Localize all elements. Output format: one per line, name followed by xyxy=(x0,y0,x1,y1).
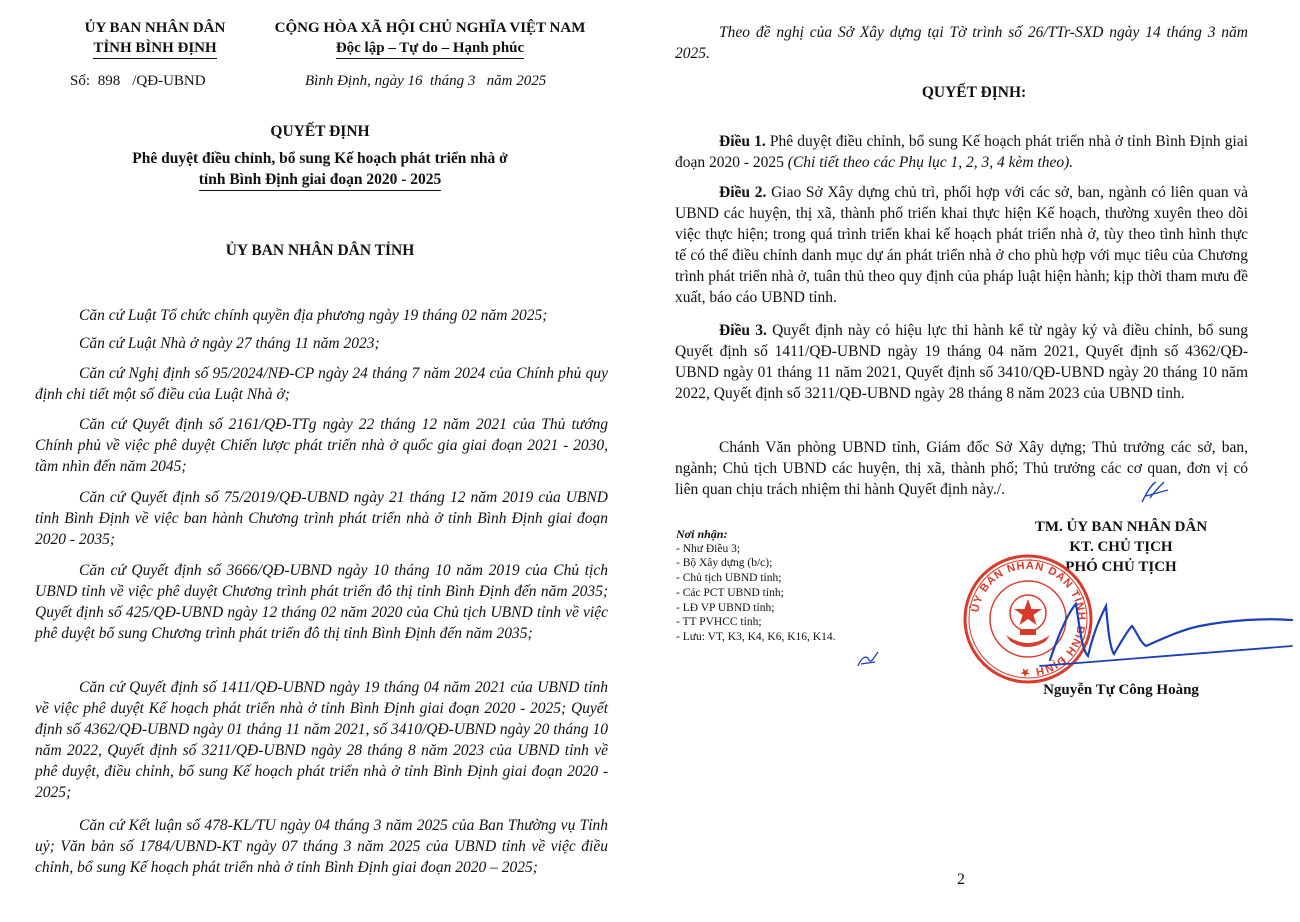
recipient-item: - LĐ VP UBND tỉnh; xyxy=(676,601,775,614)
recipient-item: - Bộ Xây dựng (b/c); xyxy=(676,557,773,570)
recipients xyxy=(676,527,916,645)
recipient-item: - Chủ tịch UBND tỉnh; xyxy=(676,572,782,585)
recipient-item: - Các PCT UBND tỉnh; xyxy=(676,586,784,599)
basis-paragraph: Căn cứ Quyết định số 2161/QĐ-TTg ngày 22 tháng 12 năm 2021 của Thủ tướng Chính phủ về việc phê duyệt Chiến lược phát triển nhà ở quốc gia giai đoạn 2021 - 2030, tầm nhìn đến năm 2045; xyxy=(35,416,608,475)
article-1-note: (Chi tiết theo các Phụ lục 1, 2, 3, 4 kèm theo). xyxy=(787,154,1074,171)
subject-line2: tỉnh Bình Định giai đoạn 2020 - 2025 xyxy=(199,169,441,191)
issuing-org xyxy=(50,18,260,59)
number-value: 898 xyxy=(97,73,121,89)
signature-line3: PHÓ CHỦ TỊCH xyxy=(1065,559,1177,575)
article-3-text: Quyết định này có hiệu lực thi hành kể từ ngày ký và điều chỉnh, bổ sung Quyết định số 1411/QĐ-UBND ngày 19 tháng 04 năm 2021, Quyết định số 4362/QĐ-UBND ngày 01 tháng 11 năm 2021, Quyết định số 3410/QĐ-UBND ngày 20 tháng 10 năm 2022, Quyết định số 3211/QĐ-UBND ngày 28 tháng 8 năm 2023 của UBND tỉnh. xyxy=(675,322,1249,402)
initial-mark xyxy=(1138,478,1174,508)
document-number xyxy=(70,71,206,92)
basis-paragraph: Căn cứ Quyết định số 3666/QĐ-UBND ngày 10 tháng 10 năm 2019 của Chủ tịch UBND tỉnh về việc phê duyệt Chương trình phát triển đô thị tỉnh Bình Định đến năm 2035; Quyết định số 425/QĐ-UBND ngày 12 tháng 02 năm 2020 của Chủ tịch UBND tỉnh về việc phê duyệt bổ sung Chương trình phát triển đô thị tỉnh Bình Định đến năm 2035; xyxy=(35,562,608,642)
article-1-text: Phê duyệt điều chỉnh, bổ sung Kế hoạch phát triển nhà ở tỉnh Bình Định giai đoạn 2020 - 2025 xyxy=(675,133,1249,171)
org-name-line2: TỈNH BÌNH ĐỊNH xyxy=(93,38,216,59)
recipient-item: - Lưu: VT, K3, K4, K6, K16, K14. xyxy=(676,630,836,643)
basis-paragraph: Căn cứ Nghị định số 95/2024/NĐ-CP ngày 24 tháng 7 năm 2024 của Chính phủ quy định chi tiết một số điều của Luật Nhà ở; xyxy=(35,365,608,403)
nation-line2: Độc lập – Tự do – Hạnh phúc xyxy=(336,38,524,59)
recipient-item: - TT PVHCC tỉnh; xyxy=(676,616,762,629)
recipients-label: Nơi nhận: xyxy=(676,527,728,541)
authority-heading: ỦY BAN NHÂN DÂN TỈNH xyxy=(225,242,415,259)
doc-subject xyxy=(60,148,580,191)
doc-title: QUYẾT ĐỊNH xyxy=(270,123,370,140)
national-motto xyxy=(255,18,605,59)
recipient-item: - Như Điều 3; xyxy=(676,542,741,555)
initial-mark xyxy=(855,648,881,670)
signer-name: Nguyễn Tự Công Hoàng xyxy=(1043,682,1199,698)
basis-paragraph: Căn cứ Luật Tổ chức chính quyền địa phương ngày 19 tháng 02 năm 2025; xyxy=(79,307,548,324)
article-2-text: Giao Sở Xây dựng chủ trì, phối hợp với các sở, ban, ngành có liên quan và UBND các huyện, thị xã, thành phố triển khai thực hiện Kế hoạch, thường xuyên theo dõi việc thực hiện; trong quá trình triển khai kế hoạch phát triển nhà ở, tùy theo tình hình thực tế có thể điều chỉnh danh mục dự án phát triển nhà ở cho phù hợp với mục tiêu của Chương trình phát triển nhà ở, tuân thủ theo quy định của pháp luật hiện hành; kịp thời tham mưu đề xuất, báo cáo UBND tỉnh. xyxy=(675,184,1248,306)
article-2 xyxy=(675,182,1248,308)
place-date: Bình Định, ngày 16 tháng 3 năm 2025 xyxy=(305,73,547,89)
article-1 xyxy=(675,131,1248,173)
svg-text:ỦY BAN NHÂN DÂN TỈNH BÌNH ĐỊNH: ỦY BAN NHÂN DÂN TỈNH BÌNH ĐỊNH ★ xyxy=(969,559,1088,679)
page-number: 2 xyxy=(957,871,965,888)
proposal-paragraph: Theo đề nghị của Sở Xây dựng tại Tờ trình số 26/TTr-SXD ngày 14 tháng 3 năm 2025. xyxy=(675,24,1248,62)
org-name-line1: ỦY BAN NHÂN DÂN xyxy=(84,20,226,36)
article-2-label: Điều 2. xyxy=(719,184,767,201)
signature-line1: TM. ỦY BAN NHÂN DÂN xyxy=(1034,519,1208,535)
nation-line1: CỘNG HÒA XÃ HỘI CHỦ NGHĨA VIỆT NAM xyxy=(274,20,586,36)
signature-line2: KT. CHỦ TỊCH xyxy=(1069,539,1173,555)
number-label: Số: xyxy=(70,73,91,89)
decision-heading: QUYẾT ĐỊNH: xyxy=(921,84,1027,101)
closing-paragraph: Chánh Văn phòng UBND tỉnh, Giám đốc Sở Xây dựng; Thủ trưởng các sở, ban, ngành; Chủ tịch UBND các huyện, thị xã, thành phố; Thủ trưởng các cơ quan, đơn vị có liên quan chịu trách nhiệm thi hành Quyết định này./. xyxy=(675,439,1248,498)
subject-line1: Phê duyệt điều chỉnh, bổ sung Kế hoạch phát triển nhà ở xyxy=(132,150,508,167)
article-3-label: Điều 3. xyxy=(719,322,767,339)
basis-paragraph: Căn cứ Luật Nhà ở ngày 27 tháng 11 năm 2023; xyxy=(79,335,380,352)
basis-paragraph: Căn cứ Quyết định số 1411/QĐ-UBND ngày 19 tháng 04 năm 2021 của UBND tỉnh về việc phê duyệt Kế hoạch phát triển nhà ở tỉnh Bình Định giai đoạn 2020 - 2025; Quyết định số 4362/QĐ-UBND ngày 01 tháng 11 năm 2021, số 3410/QĐ-UBND ngày 20 tháng 10 năm 2022, Quyết định số 3211/QĐ-UBND ngày 28 tháng 8 năm 2023 của UBND tỉnh về phê duyệt, điều chỉnh, bổ sung Kế hoạch phát triển nhà ở tỉnh Bình Định giai đoạn 2020 - 2025; xyxy=(35,679,608,801)
article-3 xyxy=(675,320,1248,404)
basis-paragraph: Căn cứ Kết luận số 478-KL/TU ngày 04 tháng 3 năm 2025 của Ban Thường vụ Tỉnh uỷ; Văn bản số 1784/UBND-KT ngày 07 tháng 3 năm 2025 của UBND tỉnh về việc điều chỉnh, bổ sung Kế hoạch phát triển nhà ở tỉnh Bình Định giai đoạn 2020 – 2025; xyxy=(35,817,608,876)
basis-paragraph: Căn cứ Quyết định số 75/2019/QĐ-UBND ngày 21 tháng 12 năm 2019 của UBND tỉnh Bình Định về việc ban hành Chương trình phát triển nhà ở tỉnh Bình Định giai đoạn 2020 - 2035; xyxy=(35,489,608,548)
handwritten-signature xyxy=(1010,590,1295,675)
number-suffix: /QĐ-UBND xyxy=(132,73,206,89)
article-1-label: Điều 1. xyxy=(719,133,766,150)
